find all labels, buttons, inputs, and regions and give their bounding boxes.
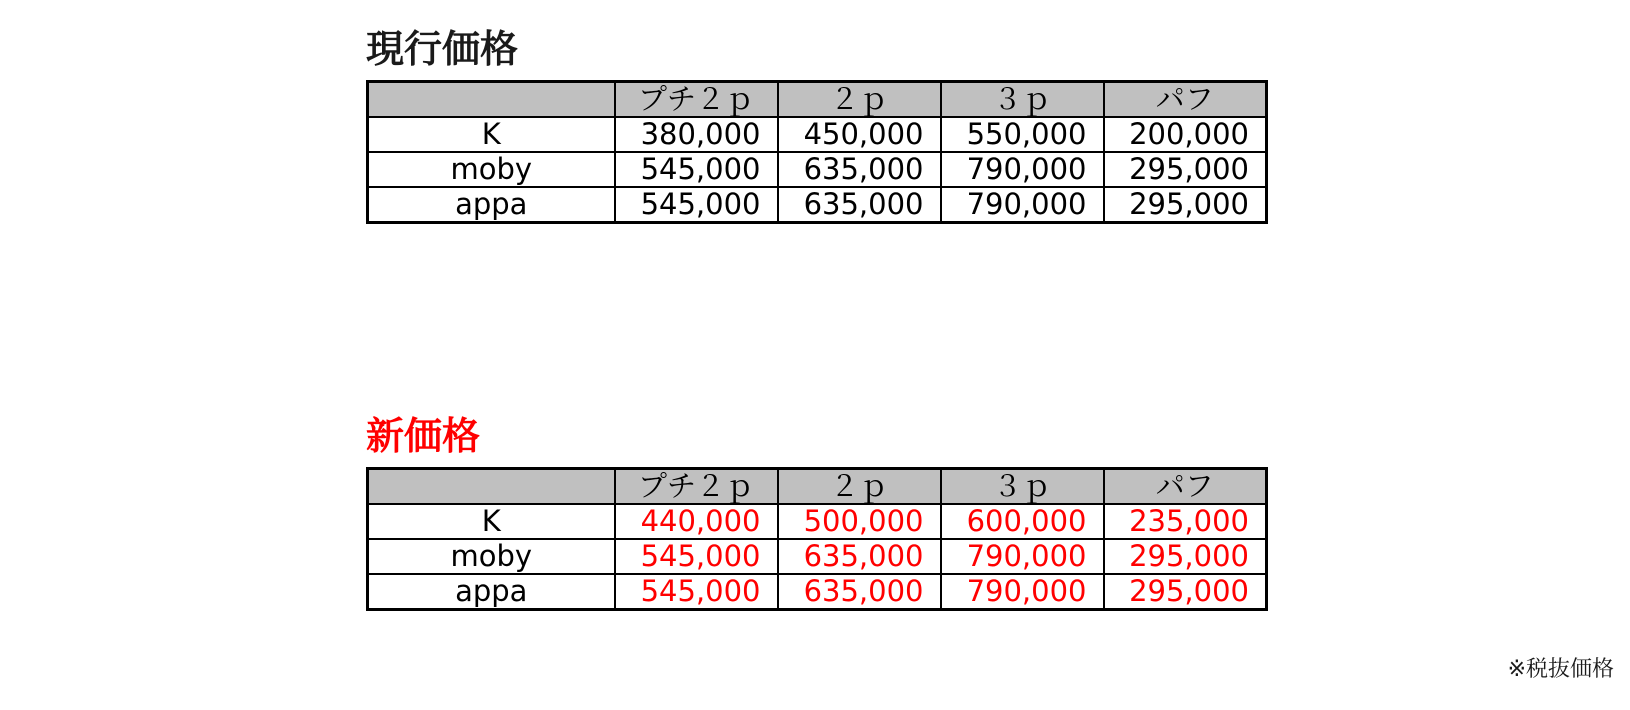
price-cell: 635,000 [778, 187, 941, 223]
table-header-row [368, 82, 1267, 118]
header-cell-puff: パフ [1104, 469, 1267, 505]
price-cell: 545,000 [615, 574, 778, 610]
table-row [368, 504, 1267, 539]
price-cell: 235,000 [1104, 504, 1267, 539]
price-cell: 380,000 [615, 117, 778, 152]
price-cell: 200,000 [1104, 117, 1267, 152]
price-cell: 545,000 [615, 152, 778, 187]
price-cell: 635,000 [778, 152, 941, 187]
tax-excluded-note: ※税抜価格 [1507, 657, 1614, 682]
price-cell: 545,000 [615, 539, 778, 574]
price-cell: 790,000 [941, 187, 1104, 223]
price-cell: 600,000 [941, 504, 1104, 539]
header-cell-2p: ２ｐ [778, 469, 941, 505]
table-row [368, 152, 1267, 187]
header-cell-empty [368, 469, 615, 505]
current-price-title: 現行価格 [366, 27, 519, 71]
row-name-cell: moby [368, 152, 615, 187]
price-cell: 790,000 [941, 539, 1104, 574]
table-row [368, 187, 1267, 223]
price-cell: 295,000 [1104, 574, 1267, 610]
table-header-row [368, 469, 1267, 505]
price-cell: 295,000 [1104, 152, 1267, 187]
price-cell: 450,000 [778, 117, 941, 152]
row-name-cell: K [368, 504, 615, 539]
row-name-cell: appa [368, 574, 615, 610]
price-cell: 635,000 [778, 574, 941, 610]
new-price-title: 新価格 [366, 414, 481, 458]
price-cell: 500,000 [778, 504, 941, 539]
price-cell: 545,000 [615, 187, 778, 223]
table-row [368, 117, 1267, 152]
price-cell: 440,000 [615, 504, 778, 539]
header-cell-petit2p: プチ２ｐ [615, 469, 778, 505]
row-name-cell: moby [368, 539, 615, 574]
price-cell: 295,000 [1104, 539, 1267, 574]
table-row [368, 539, 1267, 574]
row-name-cell: appa [368, 187, 615, 223]
price-cell: 295,000 [1104, 187, 1267, 223]
price-cell: 550,000 [941, 117, 1104, 152]
header-cell-petit2p: プチ２ｐ [615, 82, 778, 118]
header-cell-empty [368, 82, 615, 118]
header-cell-3p: ３ｐ [941, 469, 1104, 505]
current-price-table [366, 80, 1268, 224]
header-cell-puff: パフ [1104, 82, 1267, 118]
header-cell-2p: ２ｐ [778, 82, 941, 118]
table-row [368, 574, 1267, 610]
header-cell-3p: ３ｐ [941, 82, 1104, 118]
new-price-table [366, 467, 1268, 611]
row-name-cell: K [368, 117, 615, 152]
price-cell: 790,000 [941, 574, 1104, 610]
price-cell: 790,000 [941, 152, 1104, 187]
price-cell: 635,000 [778, 539, 941, 574]
